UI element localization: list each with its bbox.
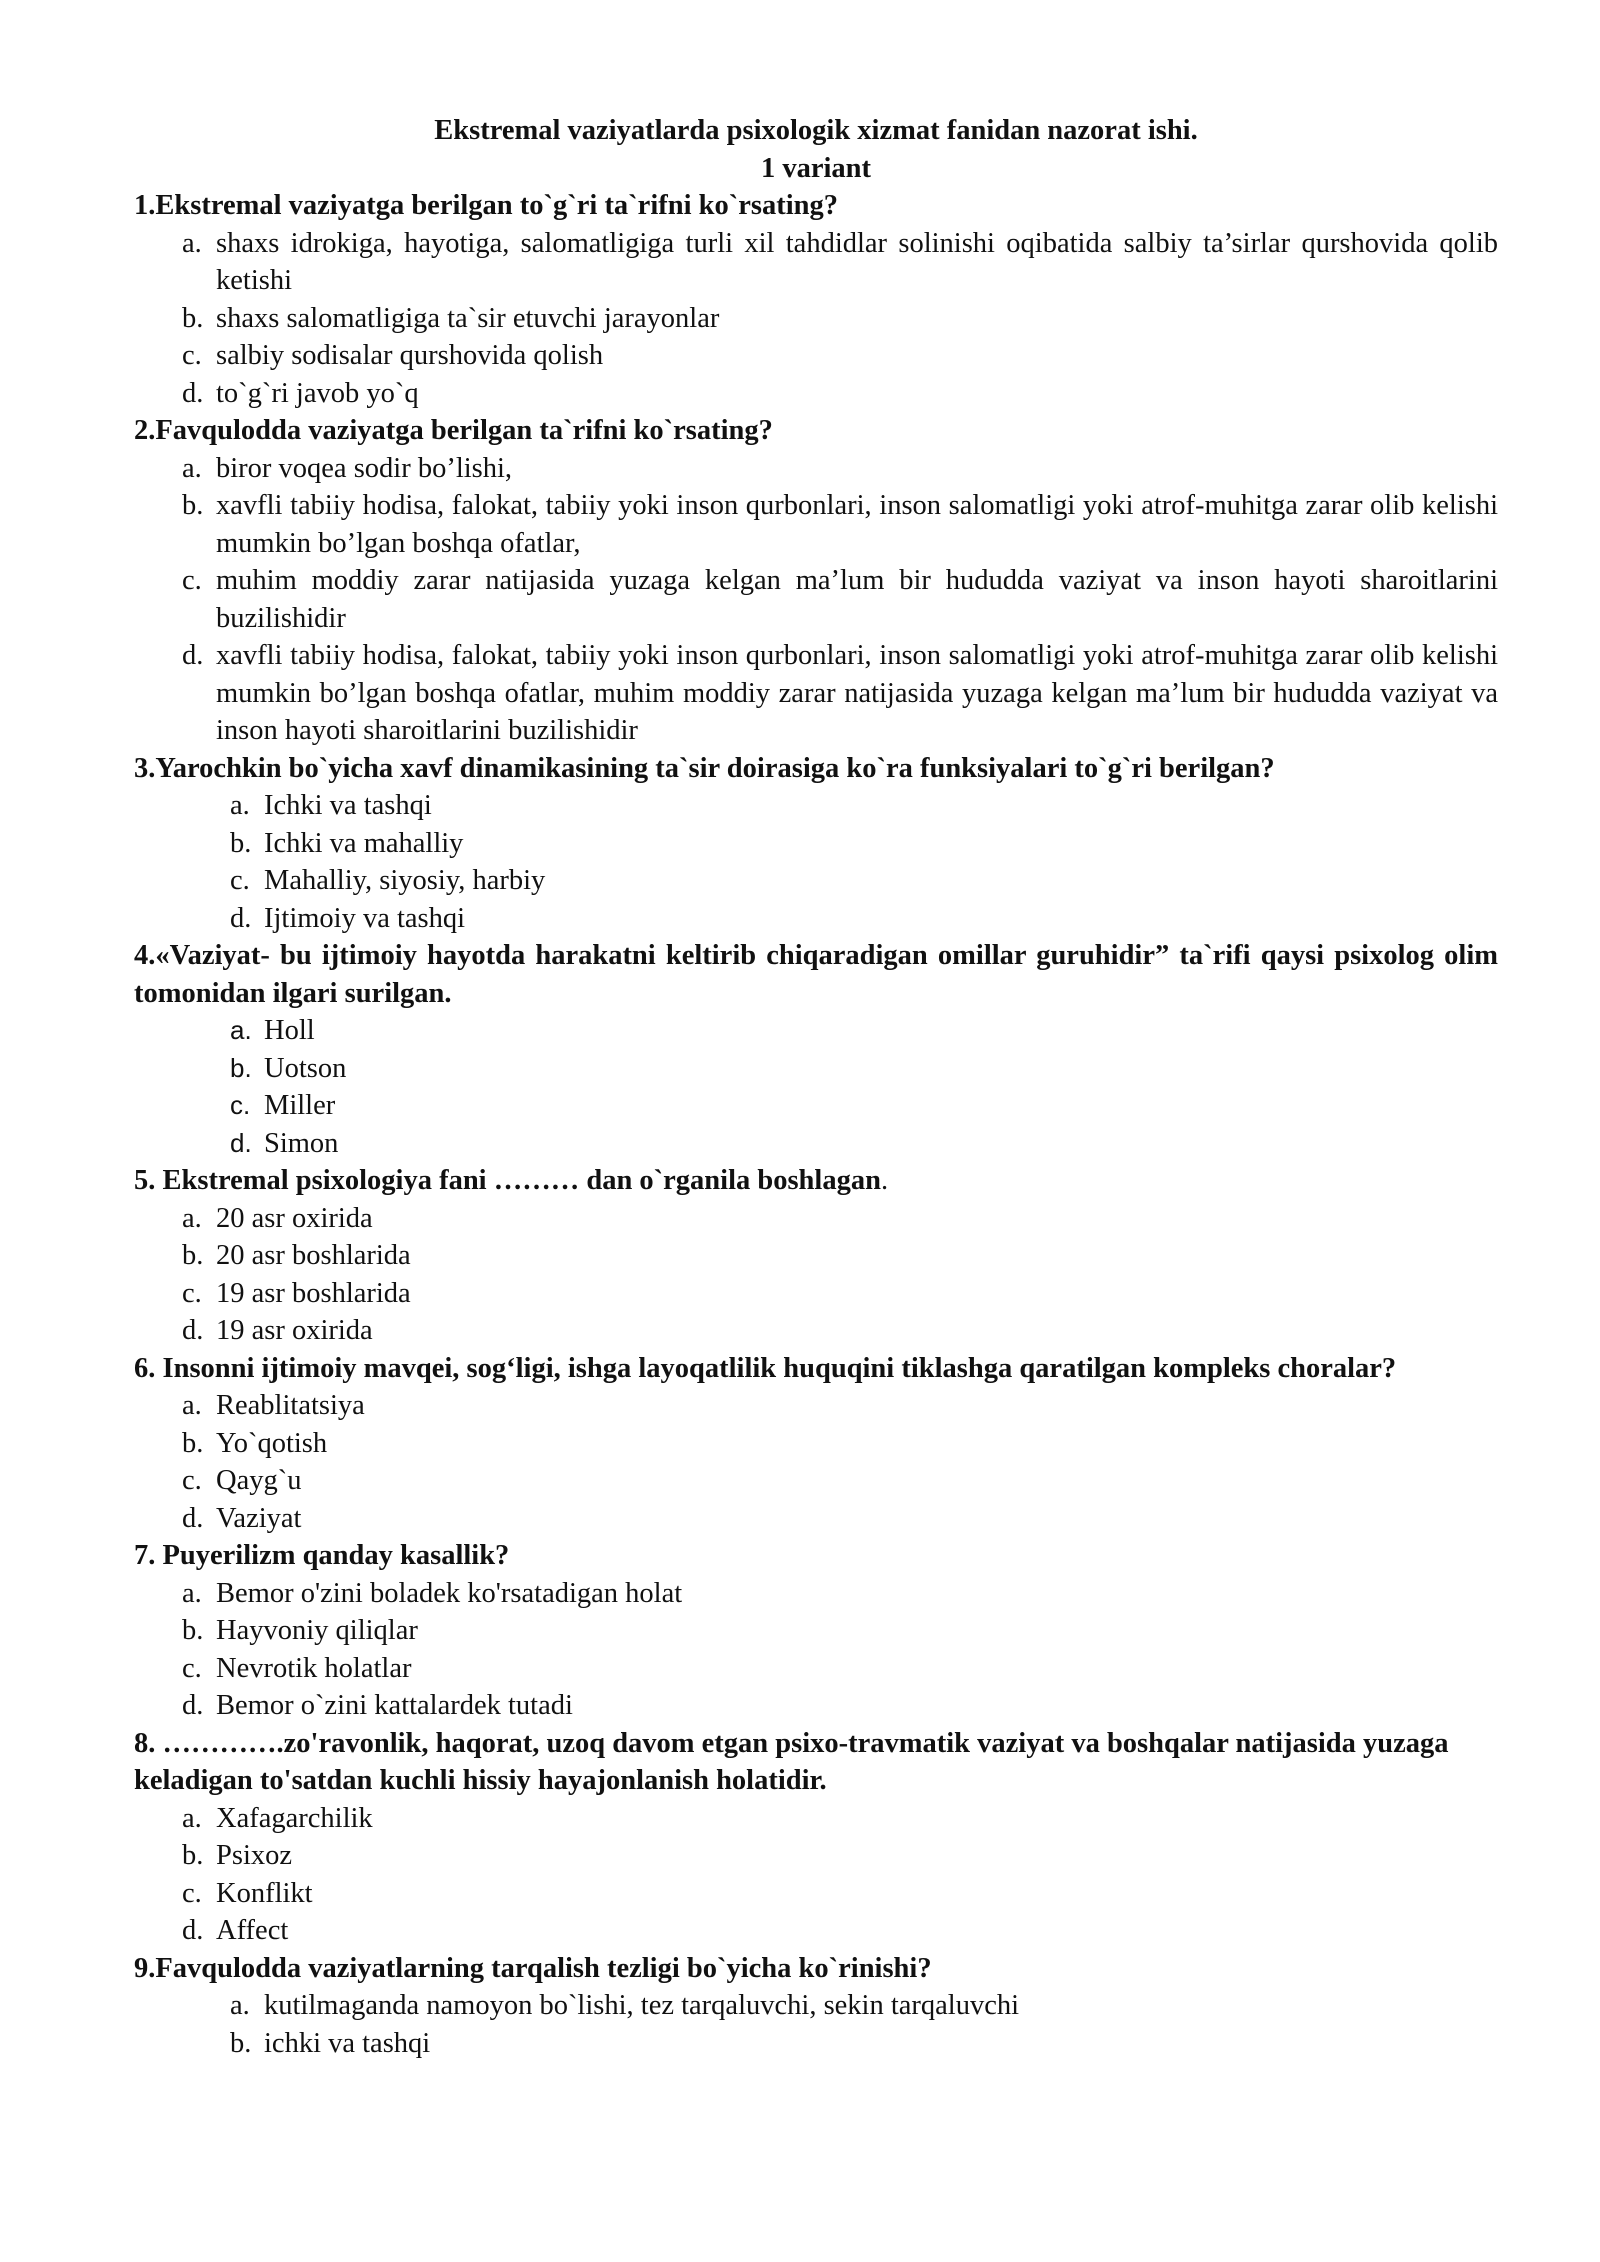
question-1-option-b: b. shaxs salomatligiga ta`sir etuvchi jarayonlar [182,302,720,334]
question-1-option-d: d. to`g`ri javob yo`q [182,377,419,409]
question-6-option-d: d. Vaziyat [182,1502,302,1534]
question-1-option-a: a. shaxs idrokiga, hayotiga, salomatligiga turli xil tahdidlar solinishi oqibatida salbiy ta’sirlar qurshovida qolib ketishi [182,227,1498,296]
question-3: 3.Yarochkin bo`yicha xavf dinamikasining ta`sir doirasiga ko`ra funksiyalari to`g`ri berilgan? [134,752,1275,784]
question-3-option-a: a. Ichki va tashqi [230,790,432,821]
question-8-option-a: a. Xafagarchilik [182,1802,373,1834]
question-5-option-d: d. 19 asr oxirida [182,1315,373,1346]
question-5-option-a: a. 20 asr oxirida [182,1202,373,1234]
question-3-option-b: b. Ichki va mahalliy [230,827,464,859]
question-1-option-c: c. salbiy sodisalar qurshovida qolish [182,340,604,371]
question-2: 2.Favqulodda vaziyatga berilgan ta`rifni ko`rsating? [134,415,773,446]
question-5: 5. Ekstremal psixologiya fani ……… dan o`rganila boshlagan. [134,1165,889,1196]
question-8-option-b: b. Psixoz [182,1840,293,1871]
question-9-option-a: a. kutilmaganda namoyon bo`lishi, tez tarqaluvchi, sekin tarqaluvchi [230,1990,1020,2021]
question-5-option-b: b. 20 asr boshlarida [182,1240,411,1271]
question-6-option-a: a. Reablitatsiya [182,1390,365,1421]
question-4: 4.«Vaziyat- bu ijtimoiy hayotda harakatni keltirib chiqaradigan omillar guruhidir” ta`rifi qaysi psixolog olim tomonidan ilgari surilgan. [134,940,1498,1009]
question-6-option-c: c. Qayg`u [182,1465,302,1496]
question-4-option-b: b. Uotson [230,1052,347,1084]
document-title: Ekstremal vaziyatlarda psixologik xizmat fanidan nazorat ishi. [434,115,1198,146]
question-9-option-b: b. ichki va tashqi [230,2027,431,2059]
document-page [134,112,1498,2062]
question-5-option-c: c. 19 asr boshlarida [182,1277,411,1309]
question-7-option-a: a. Bemor o'zini boladek ko'rsatadigan holat [182,1577,683,1609]
question-8-option-c: c. Konflikt [182,1877,313,1909]
question-7-option-d: d. Bemor o`zini kattalardek tutadi [182,1690,573,1721]
question-2-option-a: a. biror voqea sodir bo’lishi, [182,452,513,484]
question-3-option-c: c. Mahalliy, siyosiy, harbiy [230,865,546,896]
question-7-option-c: c. Nevrotik holatlar [182,1652,412,1684]
question-4-option-c: c. Miller [230,1090,336,1121]
question-9: 9.Favqulodda vaziyatlarning tarqalish tezligi bo`yicha ko`rinishi? [134,1952,932,1984]
question-6: 6. Insonni ijtimoiy mavqei, sog‘ligi, ishga layoqatlilik huquqini tiklashga qaratilgan kompleks choralar? [134,1352,1397,1384]
question-6-option-b: b. Yo`qotish [182,1427,328,1459]
question-4-option-a: a. Holl [230,1015,315,1046]
question-8: 8. ………….zo'ravonlik, haqorat, uzoq davom etgan psixo-travmatik vaziyat va boshqalar natijasida yuzaga keladigan to'satdan kuchli hissiy hayajonlanish holatidir. [134,1727,1449,1796]
variant-heading: 1 variant [760,152,872,184]
question-2-option-c: c. muhim moddiy zarar natijasida yuzaga kelgan ma’lum bir hududda vaziyat va inson hayoti sharoitlarini buzilishidir [182,565,1498,634]
question-7-option-b: b. Hayvoniy qiliqlar [182,1615,418,1646]
question-4-option-d: d. Simon [230,1127,339,1159]
question-8-option-d: d. Affect [182,1915,289,1946]
question-7: 7. Puyerilizm qanday kasallik? [134,1540,510,1571]
question-3-option-d: d. Ijtimoiy va tashqi [230,902,466,934]
question-2-option-d: d. xavfli tabiiy hodisa, falokat, tabiiy yoki inson qurbonlari, inson salomatligi yoki atrof-muhitga zarar olib kelishi mumkin bo’lgan boshqa ofatlar, muhim moddiy zarar natijasida yuzaga kelgan ma’lum bir hududda vaziyat va inson hayoti sharoitlarini buzilishidir [182,640,1498,746]
question-2-option-b: b. xavfli tabiiy hodisa, falokat, tabiiy yoki inson qurbonlari, inson salomatligi yoki atrof-muhitga zarar olib kelishi mumkin bo’lgan boshqa ofatlar, [182,490,1498,559]
question-1: 1.Ekstremal vaziyatga berilgan to`g`ri ta`rifni ko`rsating? [134,190,838,221]
